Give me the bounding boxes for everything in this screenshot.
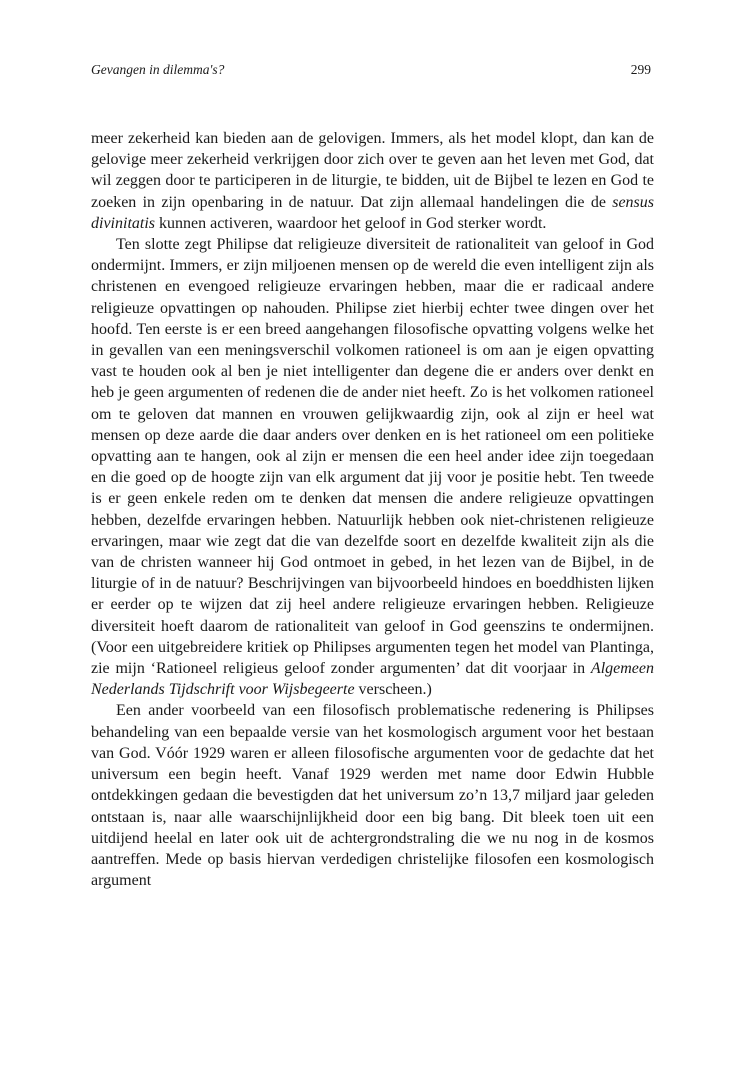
- paragraph-1-text-b: kunnen activeren, waardoor het geloof in God sterker wordt.: [155, 214, 547, 232]
- paragraph-3-text: Een ander voorbeeld van een filosofisch problematische redenering is Philipses behandeling van een bepaalde versie van het kosmologisch argument voor het bestaan van God. Vóór 1929 waren er alleen filosofische argumenten voor de gedachte dat het universum een begin heeft. Vanaf 1929 werden met name door Edwin Hubble ontdekkingen gedaan die bevestigden dat het universum zo’n 13,7 miljard jaar geleden ontstaan is, naar alle waarschijnlijkheid door een big bang. Dit bleek toen uit een uitdijend heelal en later ook uit de achtergrondstraling die we nu nog in de kosmos aantreffen. Mede op basis hiervan verdedigen christelijke filosofen een kosmologisch argument: [91, 702, 654, 890]
- paragraph-3: [91, 700, 654, 891]
- paragraph-2: [91, 234, 654, 700]
- body-text: [91, 128, 654, 891]
- paragraph-1-text-a: meer zekerheid kan bieden aan de gelovigen. Immers, als het model klopt, dan kan de gelovige meer zekerheid verkrijgen door zich over te geven aan het leven met God, dat wil zeggen door te participeren in de liturgie, te bidden, uit de Bijbel te lezen en God te zoeken in zijn openbaring in de natuur. Dat zijn allemaal handelingen die de: [91, 130, 654, 211]
- italic-journal-title: Algemeen Nederlands Tijdschrift voor Wijsbegeerte: [91, 660, 654, 699]
- running-title: Gevangen in dilemma's?: [91, 62, 225, 77]
- paragraph-2-text-a: Ten slotte zegt Philipse dat religieuze diversiteit de rationaliteit van geloof in God ondermijnt. Immers, er zijn miljoenen mensen op de wereld die even intelligent zijn als christenen en evengoed religieuze ervaringen hebben, maar die er radicaal andere religieuze opvattingen op nahouden. Philipse ziet hierbij echter twee dingen over het hoofd. Ten eerste is er een breed aangehangen filosofische opvatting volgens welke het in gevallen van een meningsverschil volkomen rationeel is om aan je eigen opvatting vast te houden ook al ben je niet intelligenter dan degene die er anders over denkt en heb je geen argumenten of redenen die de ander niet heeft. Zo is het volkomen rationeel om te geloven dat mannen en vrouwen gelijkwaardig zijn, ook al zijn er heel wat mensen op deze aarde die daar anders over denken en is het rationeel om een politieke opvatting aan te hangen, ook al zijn er mensen die een heel ander idee zijn toegedaan en die goed op de hoogte zijn van elk argument dat jij voor je positie hebt. Ten tweede is er geen enkele reden om te denken dat mensen die andere religieuze opvattingen hebben, dezelfde ervaringen hebben. Natuurlijk hebben ook niet-christenen religieuze ervaringen, maar wie zegt dat die van dezelfde soort en dezelfde kwaliteit zijn als die van de christen wanneer hij God ontmoet in gebed, in het lezen van de Bijbel, in de liturgie of in de natuur? Beschrijvingen van bijvoorbeeld hindoes en boeddhisten lijken er eerder op te wijzen dat zij heel andere religieuze ervaringen hebben. Religieuze diversiteit hoeft daarom de rationaliteit van geloof in God geenszins te ondermijnen. (Voor een uitgebreidere kritiek op Philipses argumenten tegen het model van Plantinga, zie mijn ‘Rationeel religieus geloof zonder argumenten’ dat dit voorjaar in: [91, 236, 654, 678]
- paragraph-2-text-b: verscheen.): [354, 681, 432, 699]
- paragraph-1: [91, 128, 654, 234]
- italic-term-sensus-divinitatis: sensus divinitatis: [91, 193, 654, 232]
- page-number: 299: [630, 62, 651, 77]
